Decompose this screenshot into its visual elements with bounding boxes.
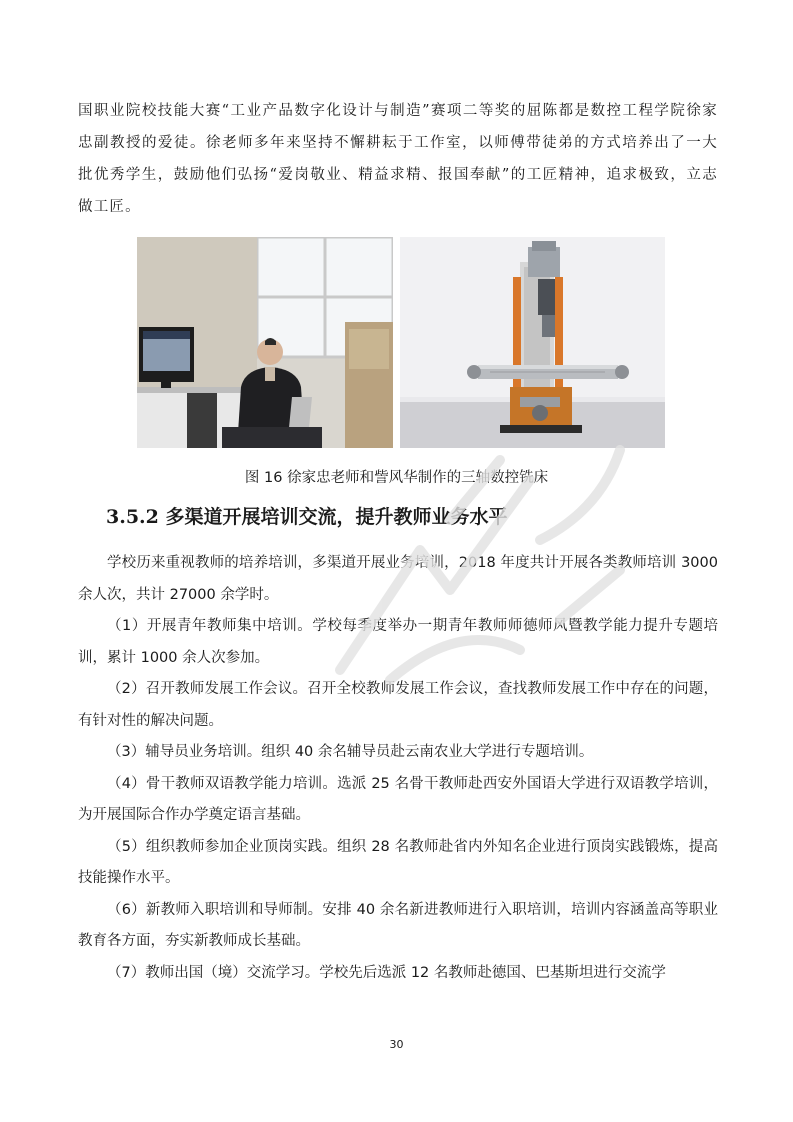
body-paragraph: （3）辅导员业务培训。组织 40 余名辅导员赴云南农业大学进行专题培训。 (107, 744, 594, 760)
body-paragraph: （4）骨干教师双语教学能力培训。选派 25 名骨干教师赴西安外国语大学进行双语教学培训，为开展国际合作办学奠定语言基础。 (78, 775, 718, 823)
intro-paragraph: 国职业院校技能大赛“工业产品数字化设计与制造”赛项二等奖的屈陈都是数控工程学院徐家忠副教授的爱徒。徐老师多年来坚持不懈耕耘于工作室，以师傅带徒弟的方式培养出了一大批优秀学生，鼓励他们弘扬“爱岗敬业、精益求精、报国奉献”的工匠精神，追求极致，立志做工匠。 (78, 103, 718, 215)
body-paragraph: （2）召开教师发展工作会议。召开全校教师发展工作会议，查找教师发展工作中存在的问题，有针对性的解决问题。 (78, 681, 718, 729)
section-heading: 3.5.2 多渠道开展培训交流，提升教师业务水平 (106, 506, 508, 528)
figure-caption: 图 16 徐家忠老师和訾风华制作的三轴数控铣床 (244, 470, 549, 486)
machine-photo (400, 237, 665, 448)
body-paragraph: 学校历来重视教师的培养培训，多渠道开展业务培训，2018 年度共计开展各类教师培训 3000 余人次，共计 27000 余学时。 (78, 555, 718, 603)
body-paragraph: （1）开展青年教师集中培训。学校每季度举办一期青年教师师德师风暨教学能力提升专题培训，累计 1000 余人次参加。 (78, 618, 718, 666)
cnc-milling-machine-photo (400, 237, 665, 448)
page-number: 30 (389, 1038, 404, 1051)
body-paragraph: （7）教师出国（境）交流学习。学校先后选派 12 名教师赴德国、巴基斯坦进行交流学 (107, 964, 666, 981)
section-body (78, 548, 718, 989)
teacher-photo (137, 237, 393, 448)
body-paragraph: （5）组织教师参加企业顶岗实践。组织 28 名教师赴省内外知名企业进行顶岗实践锻炼，提高技能操作水平。 (78, 838, 718, 886)
teacher-at-computer-photo (137, 237, 393, 448)
body-paragraph: （6）新教师入职培训和导师制。安排 40 余名新进教师进行入职培训，培训内容涵盖高等职业教育各方面，夯实新教师成长基础。 (78, 901, 718, 949)
